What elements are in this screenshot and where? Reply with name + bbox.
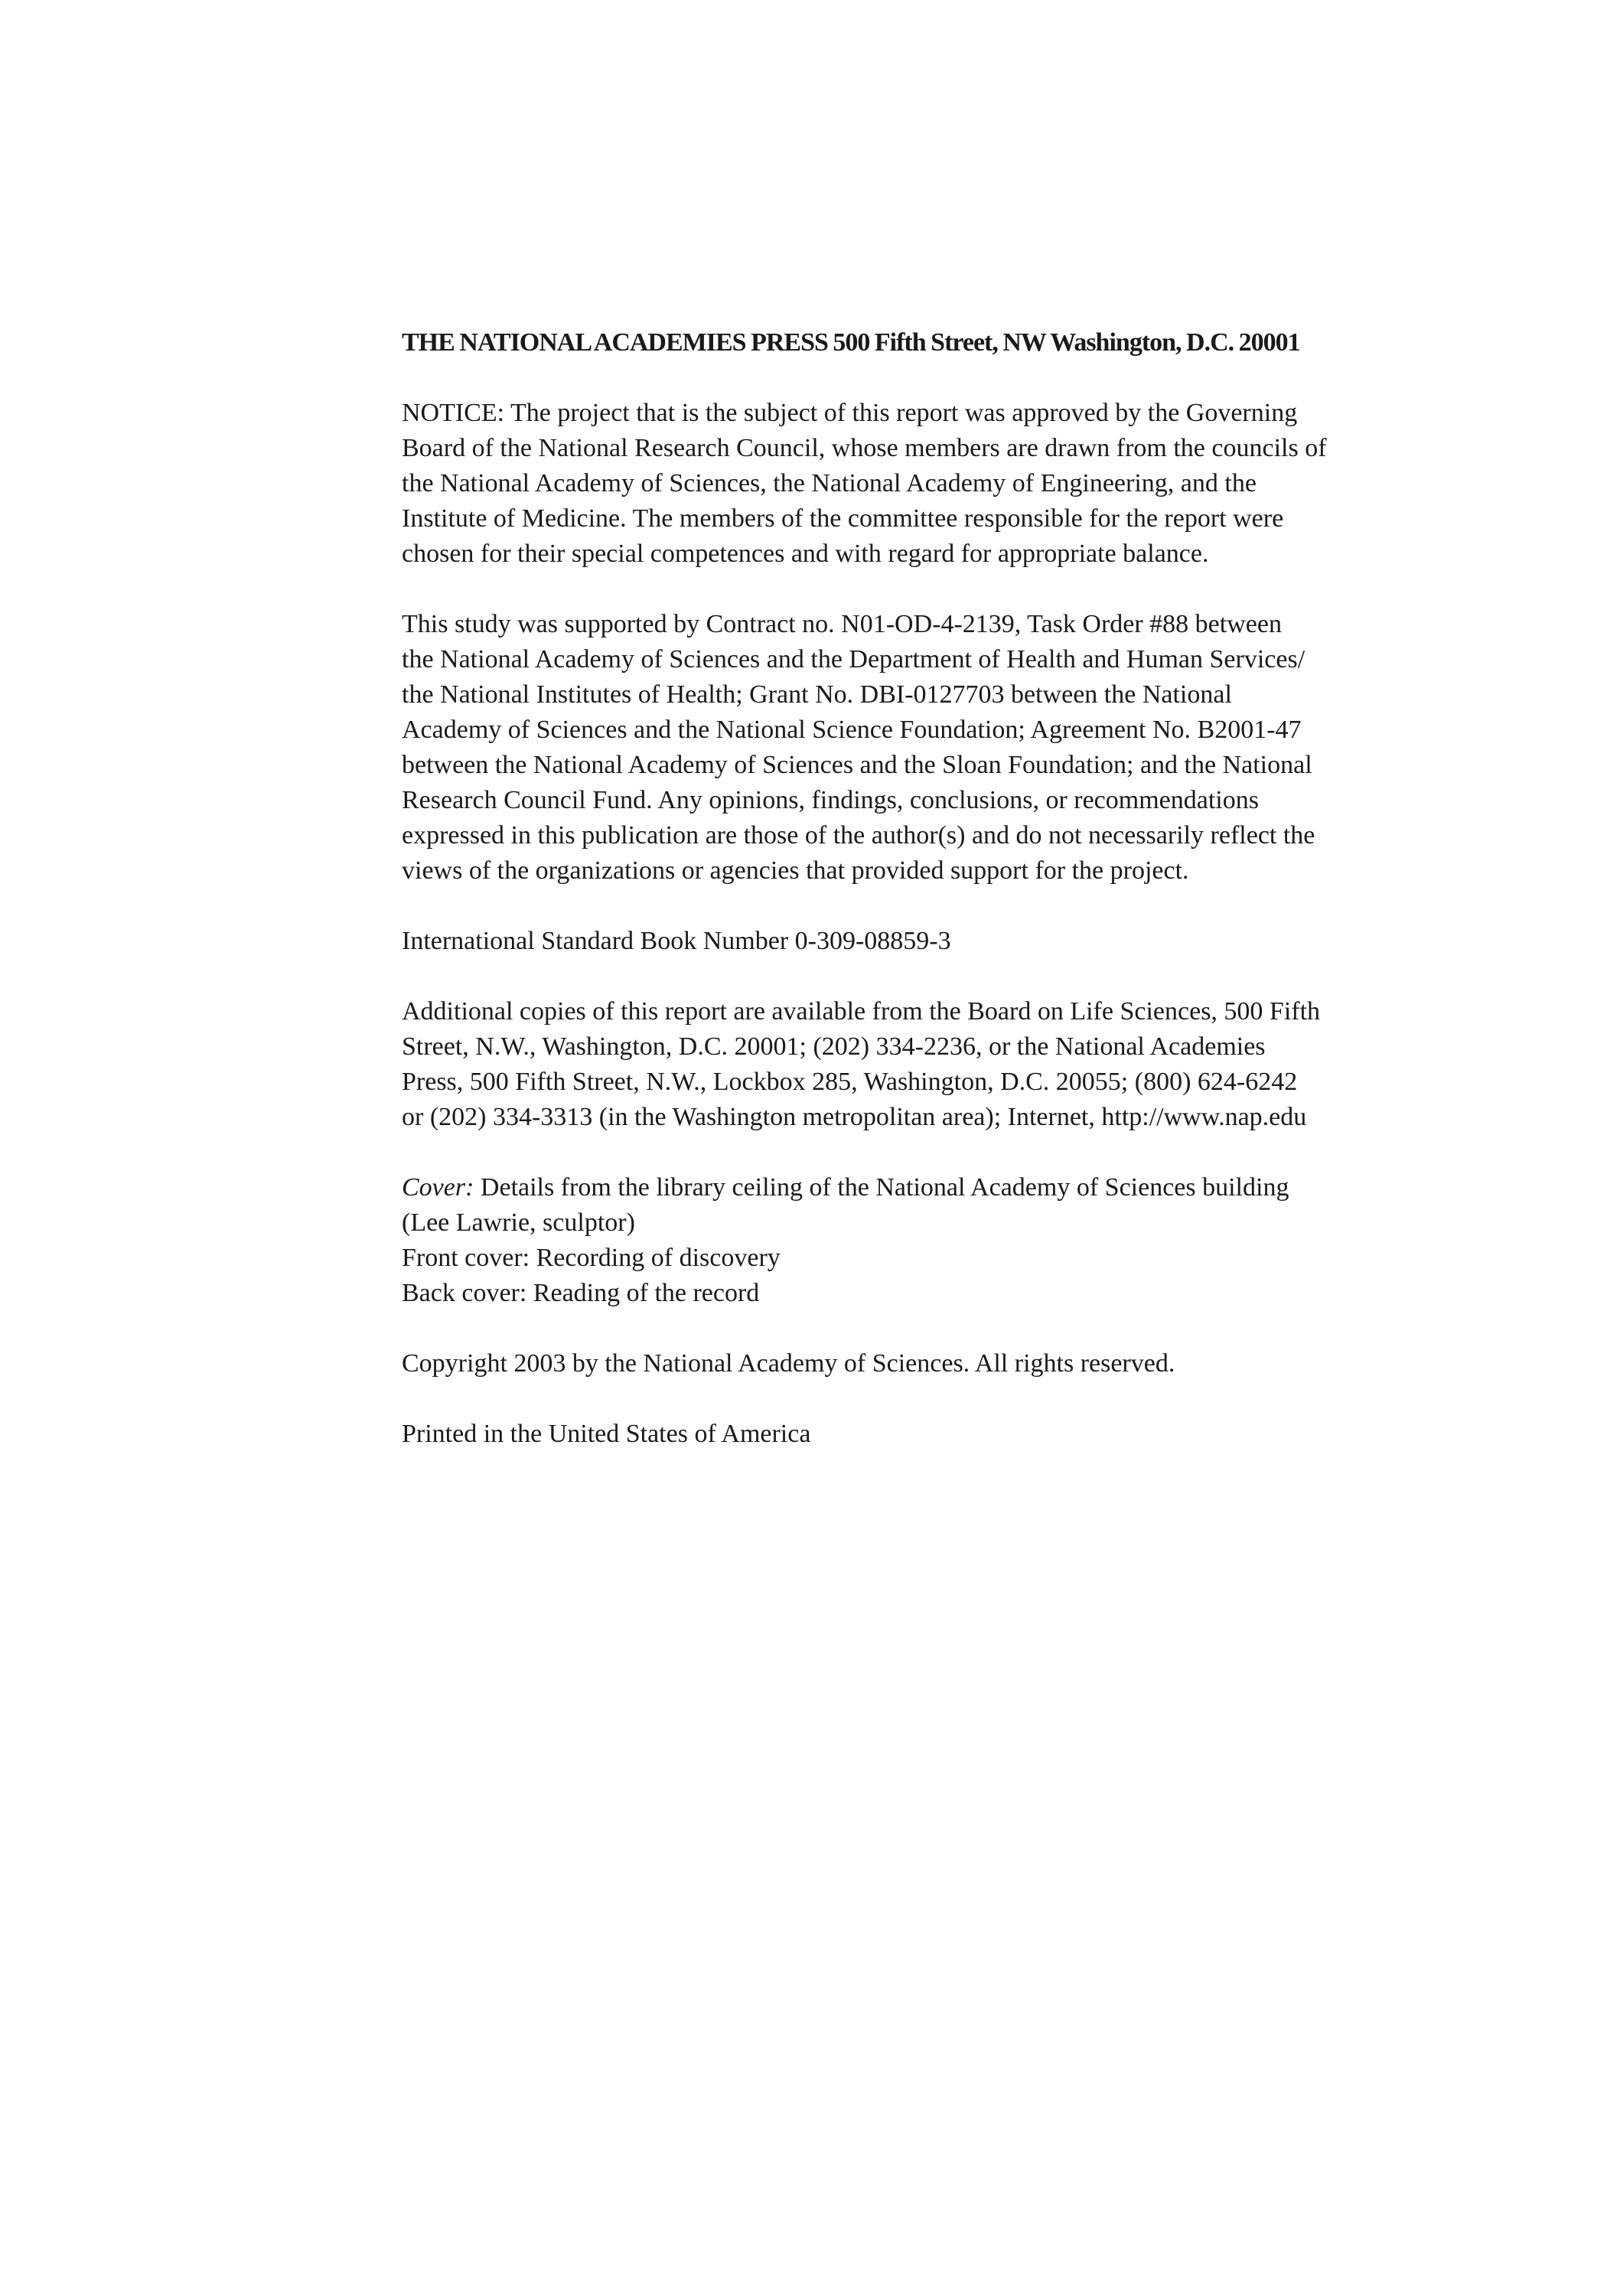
support-line: between the National Academy of Sciences and the Sloan Foundation; and the National [402,751,1312,779]
notice-line: NOTICE: The project that is the subject of this report was approved by the Governing [402,399,1298,427]
additional-copies-paragraph [402,994,1442,1135]
copies-line: Press, 500 Fifth Street, N.W., Lockbox 285, Washington, D.C. 20055; (800) 624-6242 [402,1068,1298,1096]
support-line: Research Council Fund. Any opinions, findings, conclusions, or recommendations [402,786,1259,814]
notice-paragraph [402,396,1442,572]
cover-description: Details from the library ceiling of the National Academy of Sciences building [474,1173,1289,1202]
copies-line: Additional copies of this report are available from the Board on Life Sciences, 500 Fifth [402,997,1321,1026]
copyright-page-content [402,325,1442,1487]
copyright-paragraph [402,1346,1442,1381]
printed-line: Printed in the United States of America [402,1420,811,1448]
isbn-paragraph [402,924,1442,959]
front-cover-line: Front cover: Recording of discovery [402,1244,781,1272]
copies-line: Street, N.W., Washington, D.C. 20001; (202) 334-2236, or the National Academies [402,1032,1266,1061]
support-line: views of the organizations or agencies that provided support for the project. [402,856,1189,885]
cover-line [402,1170,1442,1205]
printed-paragraph [402,1417,1442,1452]
support-paragraph [402,607,1442,889]
isbn-line: International Standard Book Number 0-309-08859-3 [402,927,951,955]
notice-line: the National Academy of Sciences, the National Academy of Engineering, and the [402,469,1257,497]
publisher-line: THE NATIONAL ACADEMIES PRESS 500 Fifth Street, NW Washington, D.C. 20001 [402,328,1300,357]
cover-sculptor-line: (Lee Lawrie, sculptor) [402,1208,635,1237]
support-line: the National Institutes of Health; Grant No. DBI-0127703 between the National [402,680,1232,709]
back-cover-line: Back cover: Reading of the record [402,1279,760,1307]
copyright-line: Copyright 2003 by the National Academy of Sciences. All rights reserved. [402,1349,1175,1378]
support-line: expressed in this publication are those of the author(s) and do not necessarily reflect the [402,821,1315,850]
cover-paragraph [402,1170,1442,1311]
copies-line: or (202) 334-3313 (in the Washington metropolitan area); Internet, http://www.nap.edu [402,1103,1307,1131]
notice-line: Institute of Medicine. The members of the committee responsible for the report were [402,504,1284,533]
cover-label: Cover: [402,1173,474,1202]
support-line: This study was supported by Contract no. N01-OD-4-2139, Task Order #88 between [402,610,1282,638]
notice-line: chosen for their special competences and with regard for appropriate balance. [402,540,1209,568]
support-line: Academy of Sciences and the National Science Foundation; Agreement No. B2001-47 [402,716,1302,744]
notice-line: Board of the National Research Council, whose members are drawn from the councils of [402,434,1327,462]
support-line: the National Academy of Sciences and the Department of Health and Human Services/ [402,645,1305,673]
